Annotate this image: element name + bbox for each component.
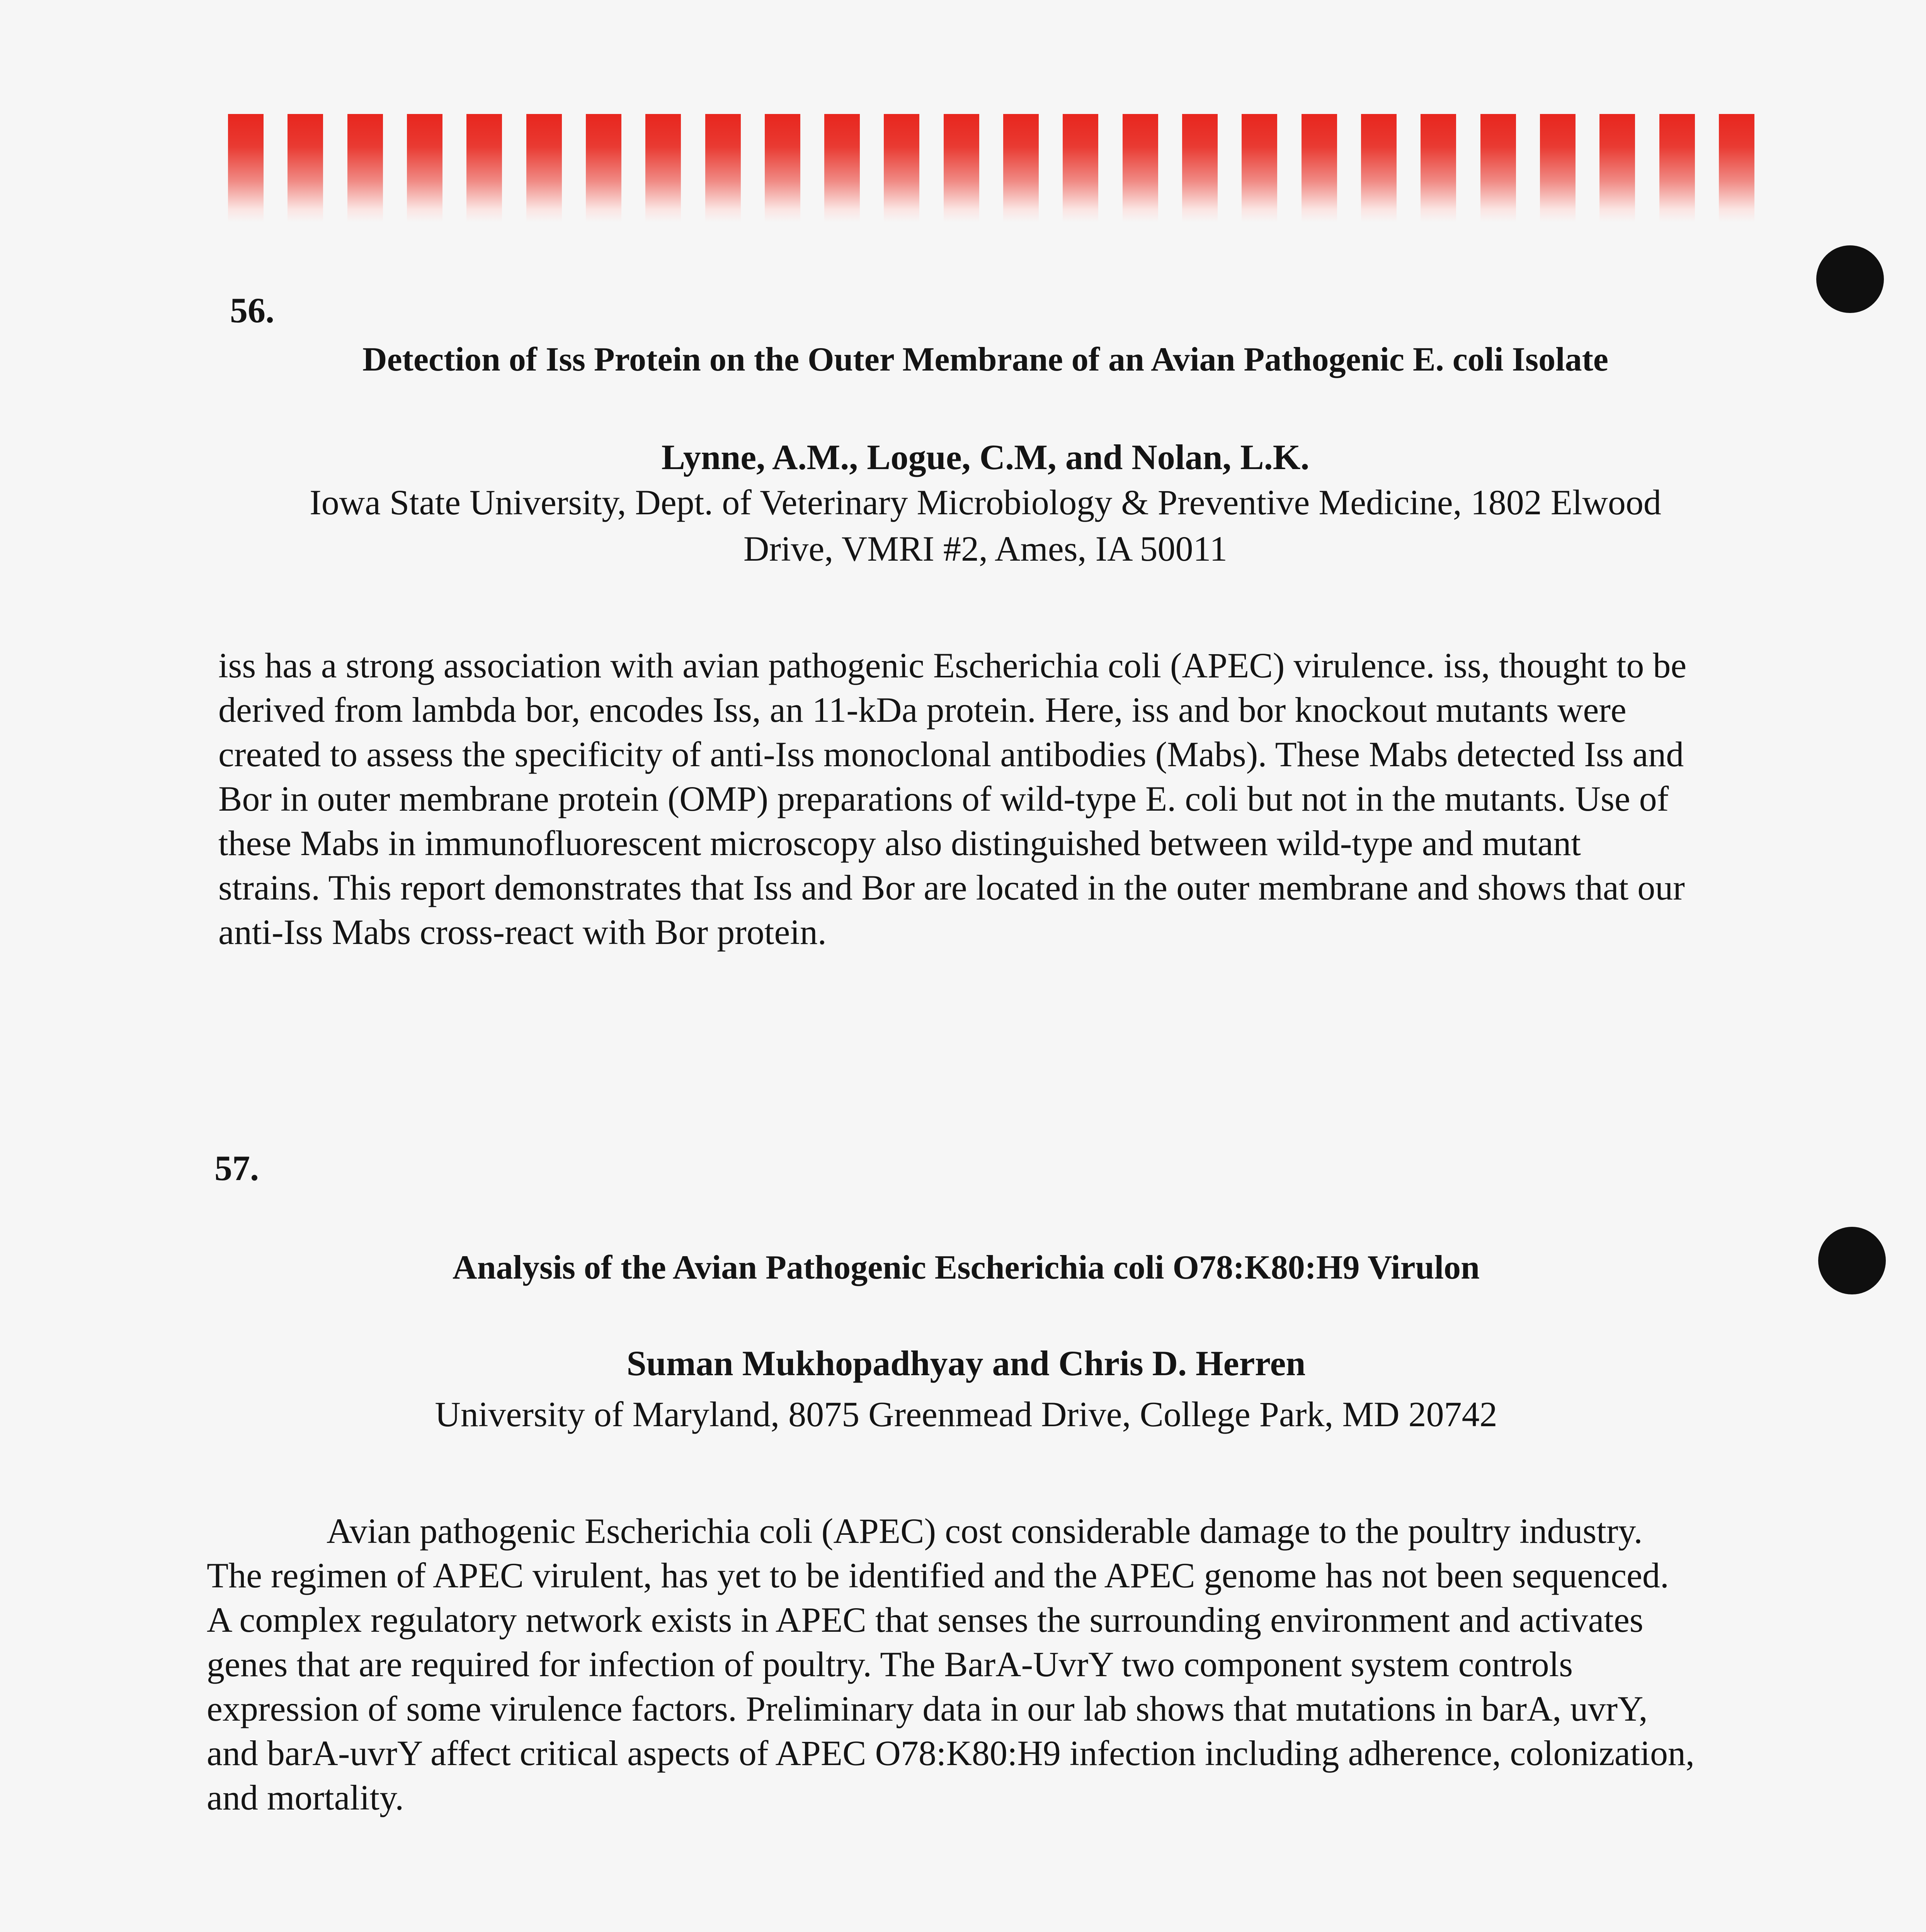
banner-stripe <box>1361 114 1397 222</box>
banner-stripe <box>1421 114 1456 222</box>
abstract-number: 56. <box>230 291 274 330</box>
banner-stripe <box>1719 114 1754 222</box>
banner-stripe <box>1182 114 1218 222</box>
banner-stripe <box>466 114 502 222</box>
abstract-title: Analysis of the Avian Pathogenic Escherichia coli O78:K80:H9 Virulon <box>453 1249 1480 1286</box>
binder-hole-middle <box>1818 1227 1886 1294</box>
abstract-paragraph: Avian pathogenic Escherichia coli (APEC) cost considerable damage to the poultry industry. The regimen of APEC virulent, has yet to be identified and the APEC genome has not been sequenced. A complex regulatory network exists in APEC that senses the surrounding environment and activates genes that are required for infection of poultry. The BarA-UvrY two component system controls expression of some virulence factors. Preliminary data in our lab shows that mutations in barA, uvrY, and barA-uvrY affect critical aspects of APEC O78:K80:H9 infection including adherence, colonization, and mortality. <box>207 1511 1695 1817</box>
banner-stripe <box>645 114 681 222</box>
abstract-affiliation <box>232 1391 1700 1437</box>
affiliation-line: Drive, VMRI #2, Ames, IA 50011 <box>743 529 1228 568</box>
banner-stripe <box>347 114 383 222</box>
banner-stripe <box>1599 114 1635 222</box>
banner-stripe <box>765 114 800 222</box>
banner-stripe <box>1063 114 1098 222</box>
banner-stripe <box>1302 114 1337 222</box>
abstract-body <box>218 643 1687 954</box>
banner-stripe <box>1123 114 1158 222</box>
abstract-paragraph: iss has a strong association with avian pathogenic Escherichia coli (APEC) virulence. iss, thought to be derived from lambda bor, encodes Iss, an 11-kDa protein. Here, iss and bor knockout mutants were created to assess the specificity of anti-Iss monoclonal antibodies (Mabs). These Mabs detected Iss and Bor in outer membrane protein (OMP) preparations of wild-type E. coli but not in the mutants. Use of these Mabs in immunofluorescent microscopy also distinguished between wild-type and mutant strains. This report demonstrates that Iss and Bor are located in the outer membrane and shows that our anti-Iss Mabs cross-react with Bor protein. <box>218 646 1687 952</box>
abstract-body <box>207 1509 1695 1820</box>
abstract-affiliation <box>216 479 1754 572</box>
banner-stripe <box>1540 114 1576 222</box>
abstract-number: 57. <box>214 1148 259 1188</box>
banner-stripe <box>1659 114 1695 222</box>
banner-stripe <box>1242 114 1277 222</box>
banner-stripe <box>944 114 979 222</box>
banner-stripe <box>288 114 323 222</box>
banner-stripe <box>407 114 442 222</box>
abstract-title: Detection of Iss Protein on the Outer Membrane of an Avian Pathogenic E. coli Isolate <box>362 341 1608 378</box>
banner-stripe <box>526 114 562 222</box>
affiliation-line: Iowa State University, Dept. of Veterinary Microbiology & Preventive Medicine, 1802 Elwood <box>310 483 1661 522</box>
banner-stripe <box>884 114 919 222</box>
abstract-authors: Lynne, A.M., Logue, C.M, and Nolan, L.K. <box>661 437 1310 477</box>
banner-stripe <box>705 114 741 222</box>
binder-hole-top <box>1816 245 1884 313</box>
abstract-authors: Suman Mukhopadhyay and Chris D. Herren <box>626 1344 1306 1383</box>
banner-stripe <box>824 114 860 222</box>
banner-stripe <box>228 114 264 222</box>
affiliation-line: University of Maryland, 8075 Greenmead Drive, College Park, MD 20742 <box>435 1395 1497 1434</box>
red-stripe-banner <box>228 114 1754 230</box>
banner-stripe <box>1003 114 1039 222</box>
banner-stripe <box>1480 114 1516 222</box>
banner-stripe <box>586 114 621 222</box>
